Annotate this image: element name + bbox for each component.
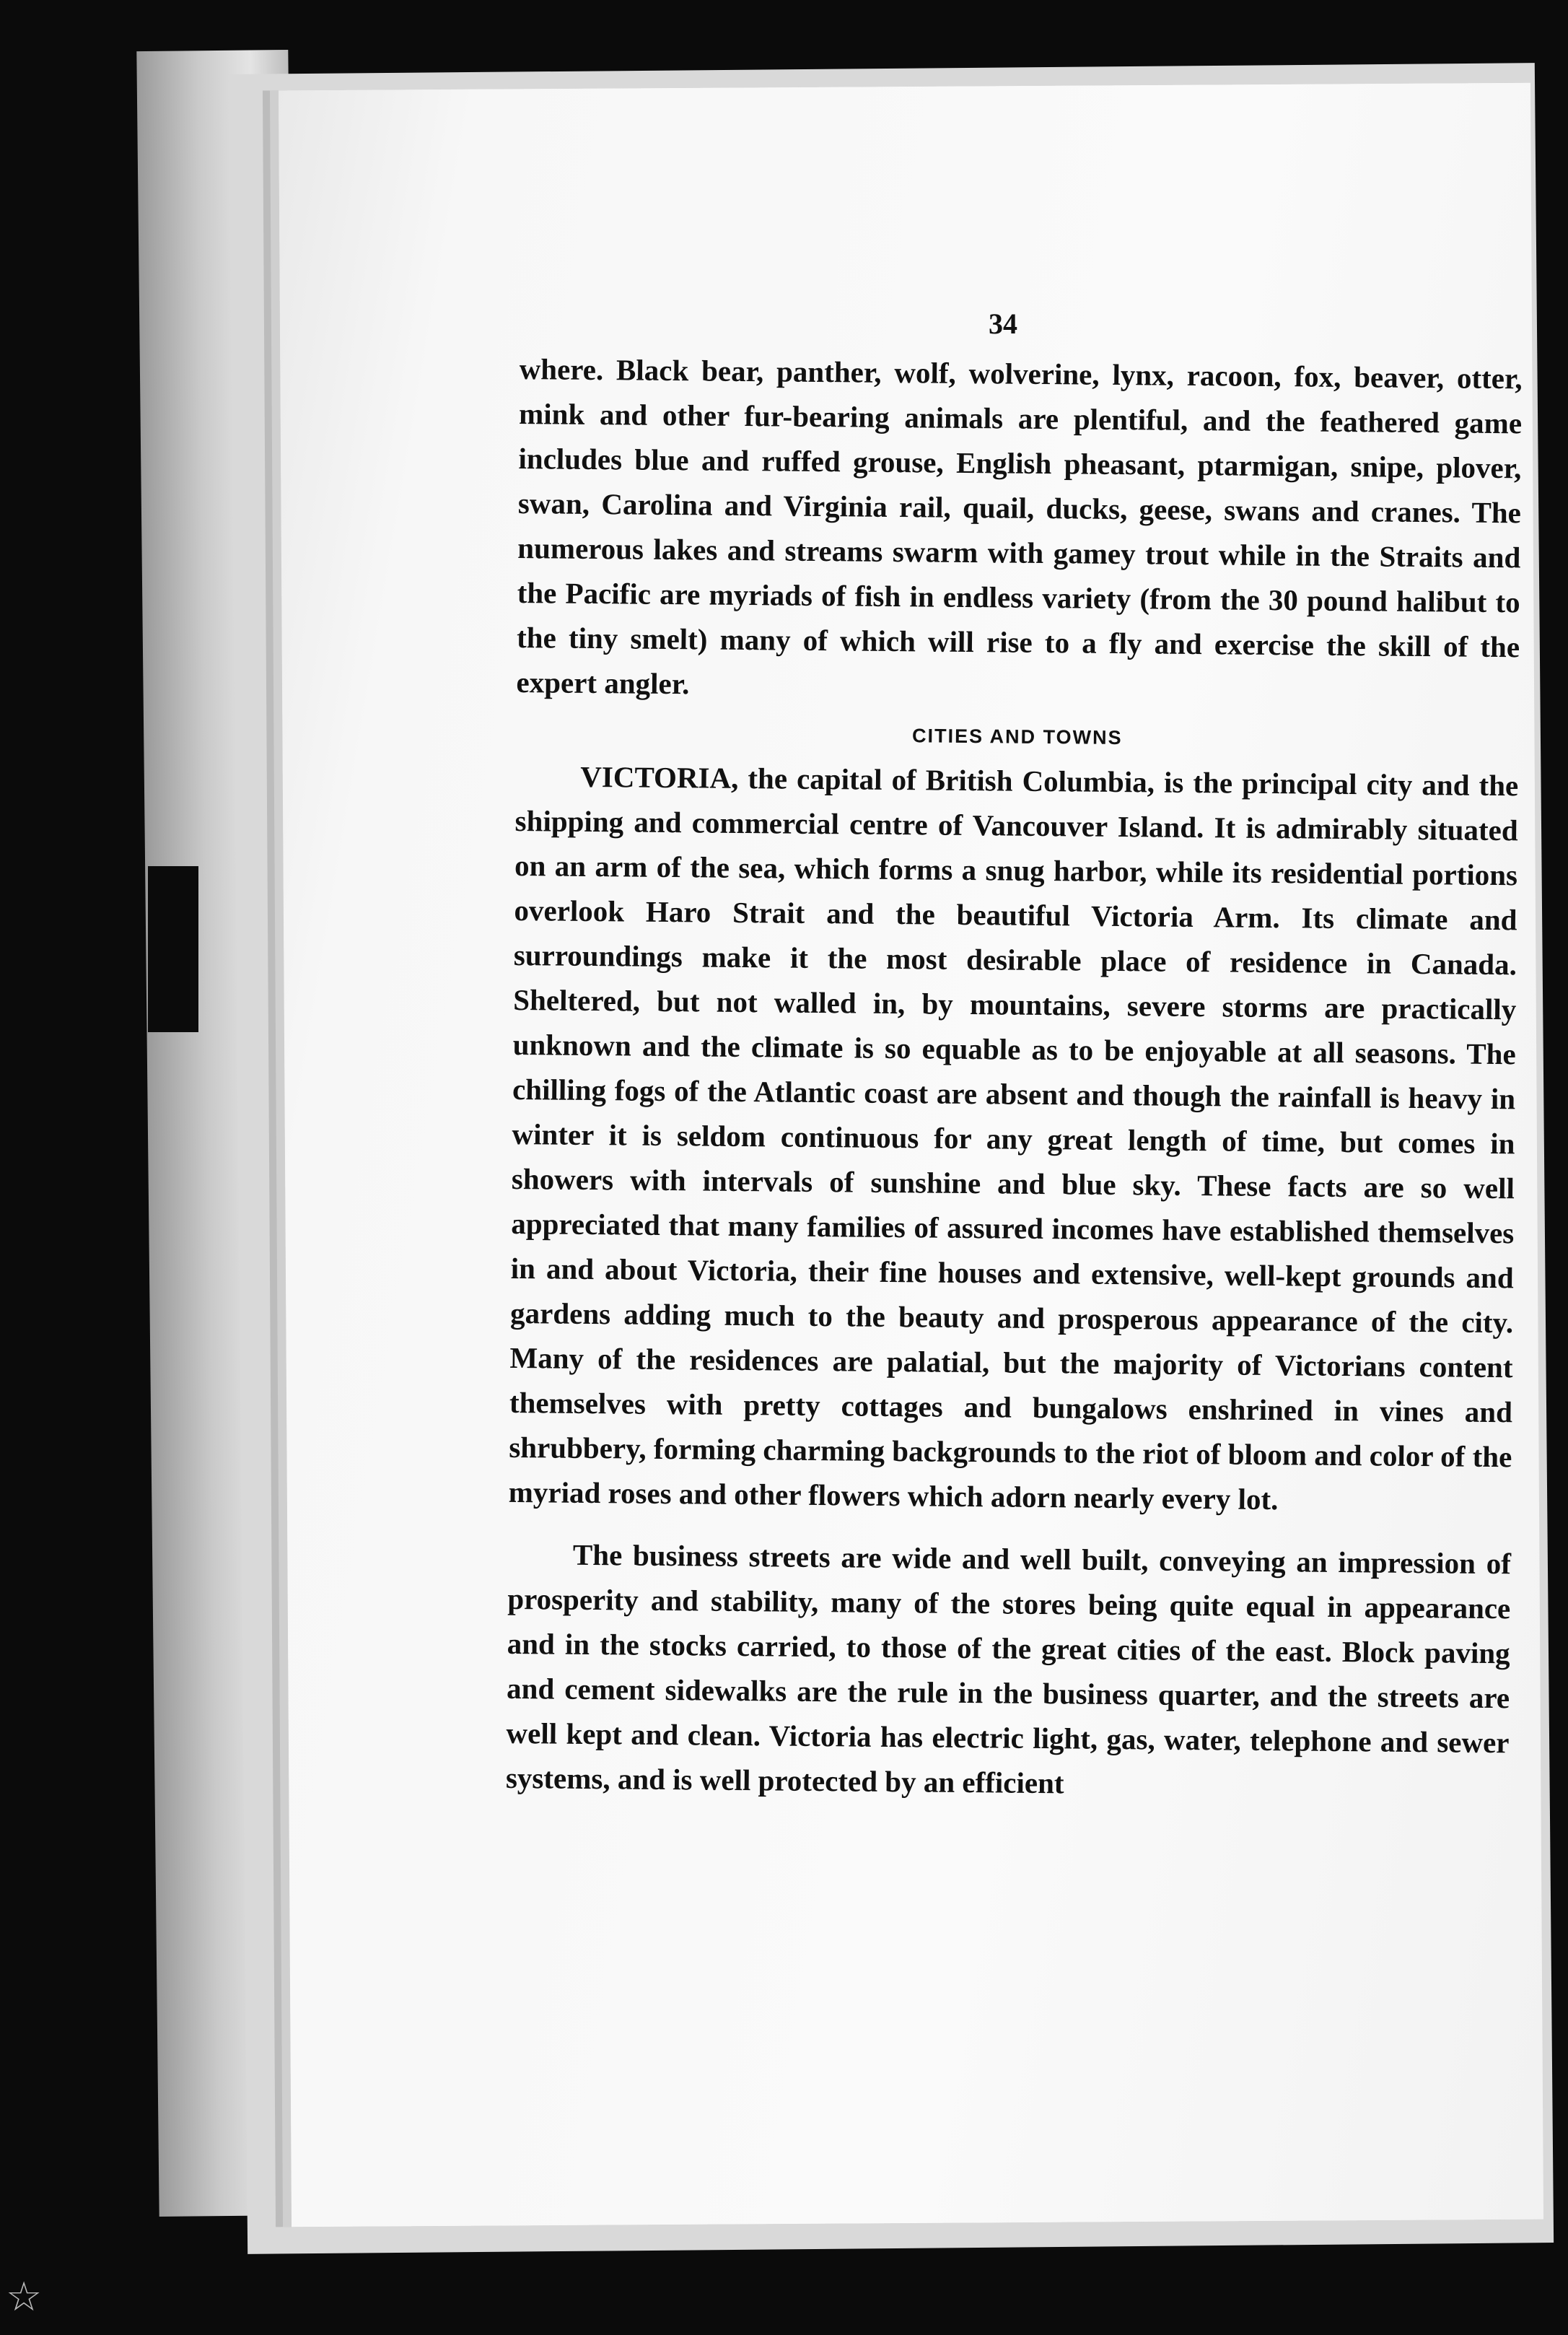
paragraph-victoria: VICTORIA, the capital of British Columbia, is the principal city and the shipping and commercial centre of Vancouver Island. It is admirably situated on an arm of the sea, which forms a snug harbor, while its residential portions overlook Haro Strait and the beautiful Victoria Arm. Its climate and surroundings make it the most desirable place of residence in Canada. Sheltered, but not walled in, by mountains, severe storms are practically unknown and the climate is so equable as to be enjoyable at all seasons. The chilling fogs of the Atlantic coast are absent and though the rainfall is heavy in winter it is seldom continuous for any great length of time, but comes in showers with intervals of sunshine and blue sky. These facts are so well appreciated that many families of assured incomes have established themselves in and about Victoria, their fine houses and extensive, well-kept grounds and gardens adding much to the beauty and prosperous appearance of the city. Many of the residences are palatial, but the majority of Victorians content themselves with pretty cottages and bungalows enshrined in vines and shrubbery, forming charming backgrounds to the riot of bloom and color of the myriad roses and other flowers which adorn nearly every lot. bbox=[508, 759, 1519, 1516]
page-number: 34 bbox=[989, 307, 1017, 340]
paragraph-wildlife: where. Black bear, panther, wolf, wolverine, lynx, racoon, fox, beaver, otter, mink and other fur-bearing animals are plentiful, and the feathered game includes blue and ruffed grouse, English pheasant, ptarmigan, snipe, plover, swan, Carolina and Virginia rail, quail, ducks, geese, swans and cranes. The numerous lakes and streams swarm with gamey trout while in the Straits and the Pacific are myriads of fish in endless variety (from the 30 pound halibut to the tiny smelt) many of which will rise to a fly and exercise the skill of the expert angler. bbox=[516, 352, 1523, 701]
paragraph-business-streets: The business streets are wide and well built, conveying an impression of prosperity and stability, many of the stores being quite equal in appearance and in the stocks carried, to those of the great cities of the east. Block paving and cement sidewalks are the rule in the business quarter, and the streets are well kept and clean. Victoria has electric light, gas, water, telephone and sewer systems, and is well protected by an efficient bbox=[505, 1537, 1512, 1800]
page-notch-shadow bbox=[148, 866, 198, 1032]
section-heading: CITIES AND TOWNS bbox=[911, 725, 1123, 749]
page-body-text bbox=[506, 346, 1523, 1810]
star-mark-icon: ☆ bbox=[6, 2274, 43, 2321]
